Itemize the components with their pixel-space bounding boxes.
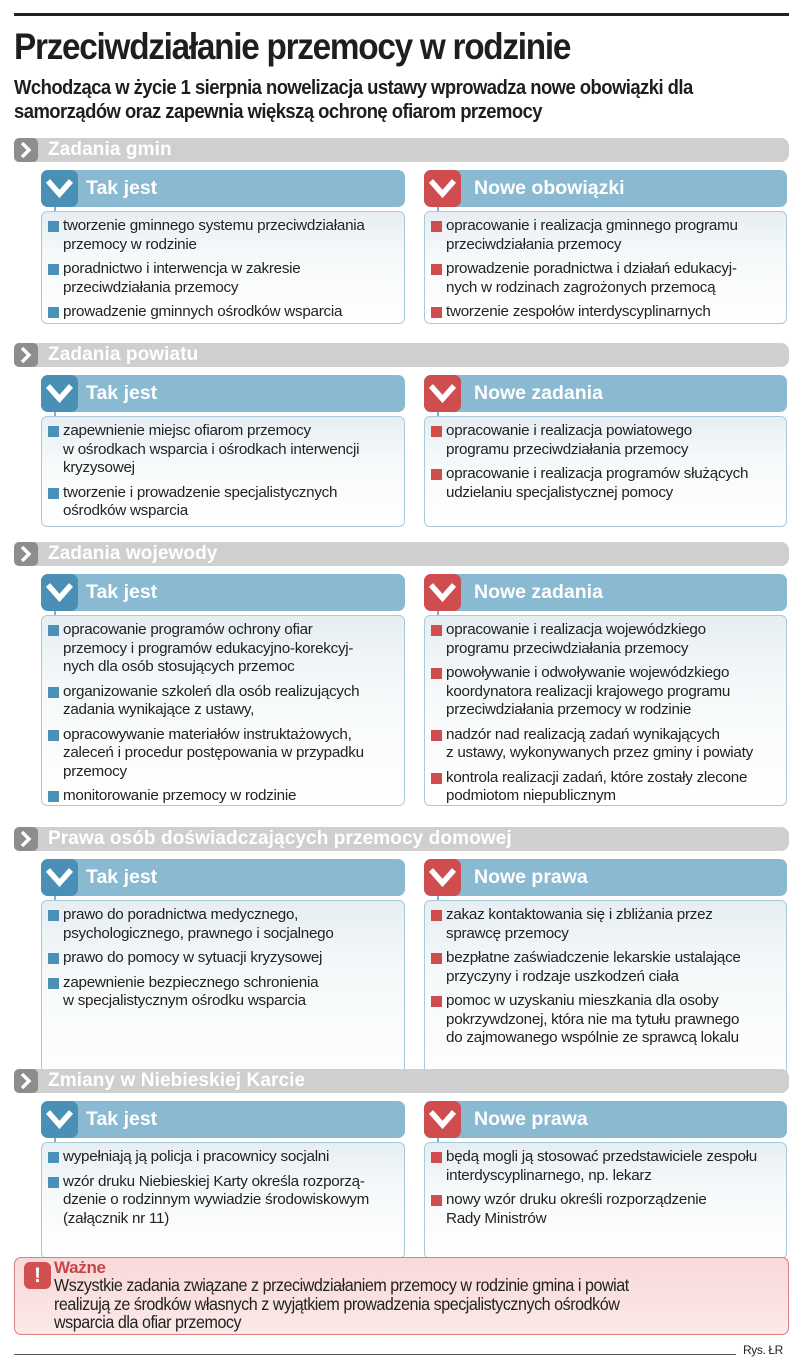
chevron-right-icon	[14, 827, 38, 851]
note-text: Wszystkie zadania związane z przeciwdziałaniem przemocy w rodzinie gmina i powiat realizują ze środków własnych z wyjątkiem prowadzenia specjalistycznych ośrodków wsparcia dla ofiar przemocy	[54, 1275, 629, 1332]
list-item-text: bezpłatne zaświadczenie lekarskie ustalające przyczyny i rodzaje uszkodzeń ciała	[446, 949, 741, 985]
section-columns	[14, 170, 789, 320]
bullet-square-icon	[431, 996, 442, 1007]
list-item	[429, 303, 782, 322]
current-state-column	[41, 859, 405, 1009]
page-title: Przeciwdziałanie przemocy w rodzinie	[14, 26, 571, 67]
list-item	[46, 621, 400, 677]
footer-rule	[14, 1354, 736, 1355]
bullet-square-icon	[48, 264, 59, 275]
column-header	[424, 859, 787, 896]
list-item	[46, 726, 400, 782]
list-item-text: kontrola realizacji zadań, które zostały zlecone podmiotom niepublicznym	[446, 768, 748, 804]
list-item	[46, 906, 400, 943]
check-icon	[41, 859, 78, 896]
section-title: Zadania gmin	[48, 139, 172, 160]
list-item	[429, 465, 782, 502]
bullet-square-icon	[48, 978, 59, 989]
list-item	[46, 949, 400, 968]
column-list	[41, 211, 405, 324]
list-item-text: prowadzenie gminnych ośrodków wsparcia	[63, 303, 343, 320]
column-list	[41, 900, 405, 1093]
list-item-text: opracowywanie materiałów instruktażowych, zaleceń i procedur postępowania w przypadku przemocy	[63, 725, 364, 780]
bullet-square-icon	[431, 307, 442, 318]
list-item-text: prawo do poradnictwa medycznego, psychologicznego, prawnego i socjalnego	[63, 906, 334, 942]
bullet-square-icon	[431, 730, 442, 741]
chevron-right-icon	[14, 138, 38, 162]
bullet-square-icon	[431, 953, 442, 964]
list-item	[429, 726, 782, 763]
bullet-square-icon	[431, 1195, 442, 1206]
section-title: Prawa osób doświadczających przemocy domowej	[48, 828, 512, 849]
section	[14, 827, 789, 1046]
column-header	[424, 375, 787, 412]
list-item-text: wzór druku Niebieskiej Karty określa rozporzą- dzenie o rodzinnym wywiadzie środowiskowym (załącznik nr 11)	[63, 1172, 370, 1227]
bullet-square-icon	[48, 687, 59, 698]
chevron-right-icon	[14, 1069, 38, 1093]
check-icon	[424, 375, 461, 412]
list-item	[46, 974, 400, 1011]
new-changes-column	[424, 170, 787, 320]
list-item-text: prowadzenie poradnictwa i działań edukacyj- nych w rodzinach zagrożonych przemocą	[446, 260, 737, 296]
bullet-square-icon	[48, 221, 59, 232]
list-item	[429, 1191, 782, 1228]
column-label: Tak jest	[86, 382, 158, 404]
section-header	[24, 343, 789, 367]
column-label: Nowe prawa	[474, 866, 588, 888]
list-item	[46, 683, 400, 720]
list-item	[46, 217, 400, 254]
column-label: Tak jest	[86, 581, 158, 603]
column-label: Nowe zadania	[474, 382, 603, 404]
bullet-square-icon	[48, 791, 59, 802]
column-header	[41, 1101, 405, 1138]
list-item-text: zapewnienie miejsc ofiarom przemocy w ośrodkach wsparcia i ośrodkach interwencji kryzysowej	[63, 422, 360, 476]
list-item-text: wypełniają ją policja i pracownicy socjalni	[63, 1148, 330, 1165]
column-label: Nowe prawa	[474, 1108, 588, 1130]
list-item-text: organizowanie szkoleń dla osób realizujących zadania wynikające z ustawy,	[63, 682, 360, 718]
list-item-text: opracowanie i realizacja powiatowego programu przeciwdziałania przemocy	[446, 422, 692, 458]
list-item	[429, 621, 782, 658]
list-item	[46, 787, 400, 806]
column-header	[41, 375, 405, 412]
current-state-column	[41, 574, 405, 804]
page-subtitle: Wchodząca w życie 1 sierpnia nowelizacja ustawy wprowadza nowe obowiązki dla samorządów oraz zapewnia większą ochronę ofiarom przemocy	[14, 76, 693, 123]
bullet-square-icon	[431, 910, 442, 921]
list-item	[429, 260, 782, 297]
list-item-text: nowy wzór druku określi rozporządzenie Rady Ministrów	[446, 1191, 707, 1227]
column-header	[424, 574, 787, 611]
column-header	[424, 1101, 787, 1138]
list-item-text: tworzenie gminnego systemu przeciwdziałania przemocy w rodzinie	[63, 217, 365, 253]
check-icon	[424, 170, 461, 207]
section	[14, 138, 789, 320]
column-header	[41, 574, 405, 611]
column-label: Nowe obowiązki	[474, 177, 625, 199]
list-item	[46, 422, 400, 478]
list-item-text: tworzenie i prowadzenie specjalistycznych ośrodków wsparcia	[63, 483, 338, 519]
section-columns	[14, 859, 789, 1046]
chevron-right-icon	[14, 343, 38, 367]
list-item-text: będą mogli ją stosować przedstawiciele zespołu interdyscyplinarnego, np. lekarz	[446, 1148, 757, 1184]
list-item-text: zakaz kontaktowania się i zbliżania przez sprawcę przemocy	[446, 906, 713, 942]
column-header	[41, 170, 405, 207]
new-changes-column	[424, 574, 787, 804]
column-list	[424, 900, 787, 1093]
list-item-text: poradnictwo i interwencja w zakresie przeciwdziałania przemocy	[63, 260, 301, 296]
list-item	[429, 217, 782, 254]
column-header	[41, 859, 405, 896]
column-header	[424, 170, 787, 207]
column-label: Nowe zadania	[474, 581, 603, 603]
bullet-square-icon	[431, 221, 442, 232]
bullet-square-icon	[431, 773, 442, 784]
list-item	[46, 484, 400, 521]
list-item-text: powoływanie i odwoływanie wojewódzkiego koordynatora realizacji krajowego programu przeciwdziałania przemocy w rodzinie	[446, 664, 731, 718]
bullet-square-icon	[431, 625, 442, 636]
section-columns	[14, 574, 789, 804]
list-item	[429, 769, 782, 806]
section	[14, 1069, 789, 1227]
current-state-column	[41, 170, 405, 320]
top-rule	[14, 13, 789, 16]
bullet-square-icon	[431, 668, 442, 679]
column-list	[41, 1142, 405, 1259]
check-icon	[424, 1101, 461, 1138]
bullet-square-icon	[48, 625, 59, 636]
section-title: Zmiany w Niebieskiej Karcie	[48, 1070, 306, 1091]
chevron-right-icon	[14, 542, 38, 566]
exclamation-icon: !	[24, 1262, 51, 1289]
note-title: Ważne	[54, 1258, 106, 1277]
section-columns	[14, 1101, 789, 1227]
section-header	[24, 542, 789, 566]
column-list	[41, 416, 405, 527]
column-list	[424, 211, 787, 324]
column-list	[424, 1142, 787, 1259]
bullet-square-icon	[48, 307, 59, 318]
bullet-square-icon	[431, 469, 442, 480]
column-list	[424, 615, 787, 806]
list-item-text: nadzór nad realizacją zadań wynikających z ustawy, wykonywanych przez gminy i powiaty	[446, 725, 753, 761]
bullet-square-icon	[48, 1152, 59, 1163]
new-changes-column	[424, 1101, 787, 1227]
list-item-text: zapewnienie bezpiecznego schronienia w specjalistycznym ośrodku wsparcia	[63, 973, 319, 1009]
new-changes-column	[424, 859, 787, 1046]
section	[14, 343, 789, 519]
list-item	[46, 1173, 400, 1229]
list-item-text: tworzenie zespołów interdyscyplinarnych	[446, 303, 711, 320]
column-label: Tak jest	[86, 1108, 158, 1130]
section-header	[24, 827, 789, 851]
list-item-text: opracowanie i realizacja wojewódzkiego programu przeciwdziałania przemocy	[446, 621, 706, 657]
list-item-text: pomoc w uzyskaniu mieszkania dla osoby pokrzywdzonej, która nie ma tytułu prawnego do zajmowanego wspólnie ze sprawcą lokalu	[446, 992, 740, 1046]
check-icon	[41, 170, 78, 207]
list-item	[429, 664, 782, 720]
section-header	[24, 1069, 789, 1093]
column-list	[41, 615, 405, 806]
check-icon	[41, 1101, 78, 1138]
list-item	[429, 992, 782, 1048]
section-columns	[14, 375, 789, 519]
section	[14, 542, 789, 804]
bullet-square-icon	[48, 1177, 59, 1188]
current-state-column	[41, 375, 405, 519]
important-note	[14, 1257, 789, 1335]
bullet-square-icon	[48, 730, 59, 741]
list-item-text: prawo do pomocy w sytuacji kryzysowej	[63, 949, 323, 966]
list-item-text: opracowanie i realizacja programów służących udzielaniu specjalistycznej pomocy	[446, 465, 749, 501]
check-icon	[424, 859, 461, 896]
section-title: Zadania powiatu	[48, 344, 199, 365]
list-item	[429, 906, 782, 943]
list-item-text: opracowanie i realizacja gminnego programu przeciwdziałania przemocy	[446, 217, 738, 253]
column-label: Tak jest	[86, 866, 158, 888]
bullet-square-icon	[431, 264, 442, 275]
credit: Rys. ŁR	[743, 1343, 783, 1357]
list-item-text: opracowanie programów ochrony ofiar przemocy i programów edukacyjno-korekcyj- nych dla osób stosujących przemoc	[63, 621, 354, 675]
list-item-text: monitorowanie przemocy w rodzinie	[63, 787, 297, 804]
bullet-square-icon	[48, 426, 59, 437]
bullet-square-icon	[48, 910, 59, 921]
list-item	[429, 422, 782, 459]
list-item	[46, 1148, 400, 1167]
column-list	[424, 416, 787, 527]
check-icon	[424, 574, 461, 611]
list-item	[46, 303, 400, 322]
current-state-column	[41, 1101, 405, 1227]
bullet-square-icon	[48, 488, 59, 499]
column-label: Tak jest	[86, 177, 158, 199]
list-item	[429, 949, 782, 986]
check-icon	[41, 574, 78, 611]
list-item	[46, 260, 400, 297]
section-title: Zadania wojewody	[48, 543, 218, 564]
bullet-square-icon	[431, 1152, 442, 1163]
new-changes-column	[424, 375, 787, 501]
bullet-square-icon	[48, 953, 59, 964]
section-header	[24, 138, 789, 162]
list-item	[429, 1148, 782, 1185]
check-icon	[41, 375, 78, 412]
bullet-square-icon	[431, 426, 442, 437]
